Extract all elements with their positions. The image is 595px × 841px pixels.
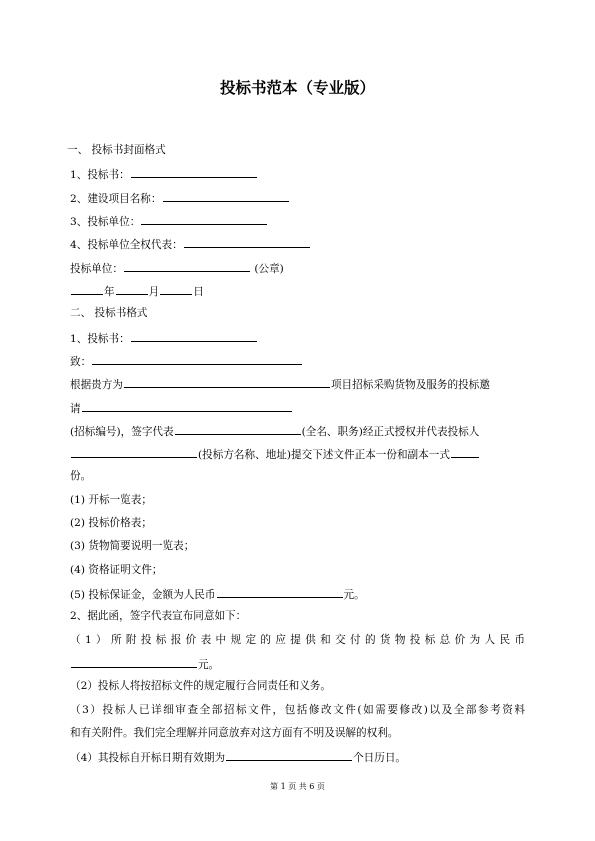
text-line: 1、投标书： xyxy=(70,166,258,182)
list-item: (2) 投标价格表； xyxy=(70,517,152,529)
text-line: 致： xyxy=(70,353,303,369)
list-item: (1) 开标一览表； xyxy=(70,494,152,506)
paragraph-line: （3）投标人已详细审查全部招标文件，包括修改文件(如需要修改)以及全部参考资料 xyxy=(70,704,525,716)
text-line: 请 xyxy=(70,400,293,416)
section-heading: 二、 投标书格式 xyxy=(70,307,148,319)
page-footer: 第 1 页 共 6 页 xyxy=(270,782,325,791)
text-line: 3、投标单位： xyxy=(70,213,268,229)
list-item: (3) 货物简要说明一览表； xyxy=(70,540,195,552)
text-line: 1、投标书： xyxy=(70,330,258,346)
paragraph-line: （1）所附投标报价表中规定的应提供和交付的货物投标总价为人民币 xyxy=(70,634,525,646)
text-line: (投标方名称、地址)提交下述文件正本一份和副本一式 xyxy=(70,446,480,462)
paragraph-line: 元。 xyxy=(70,656,219,672)
list-item: (5) 投标保证金，金额为人民币 元。 xyxy=(70,586,365,602)
text-line: 份。 xyxy=(70,470,92,482)
text-line: 根据贵方为 项目招标采购货物及服务的投标邀 xyxy=(70,376,490,392)
text-line: 2、据此函，签字代表宣布同意如下： xyxy=(70,610,247,622)
page-title: 投标书范本（专业版） xyxy=(219,79,375,97)
section-heading: 一、 投标书封面格式 xyxy=(67,144,166,156)
paragraph-line: 和有关附件。我们完全理解并同意放弃对这方面有不明及误解的权利。 xyxy=(70,727,399,739)
text-line: (招标编号)，签字代表 (全名、职务)经正式授权并代表投标人 xyxy=(70,423,479,439)
paragraph-line: （2）投标人将按招标文件的规定履行合同责任和义务。 xyxy=(70,680,331,692)
text-line: 2、建设项目名称： xyxy=(70,190,290,206)
paragraph-line: （4）其投标自开标日期有效期为 个日历日。 xyxy=(70,749,406,765)
text-line: 4、投标单位全权代表： xyxy=(70,236,311,252)
date-line: 年 月 日 xyxy=(70,283,204,299)
list-item: (4) 资格证明文件； xyxy=(70,564,163,576)
text-line: 投标单位： (公章) xyxy=(70,260,284,276)
